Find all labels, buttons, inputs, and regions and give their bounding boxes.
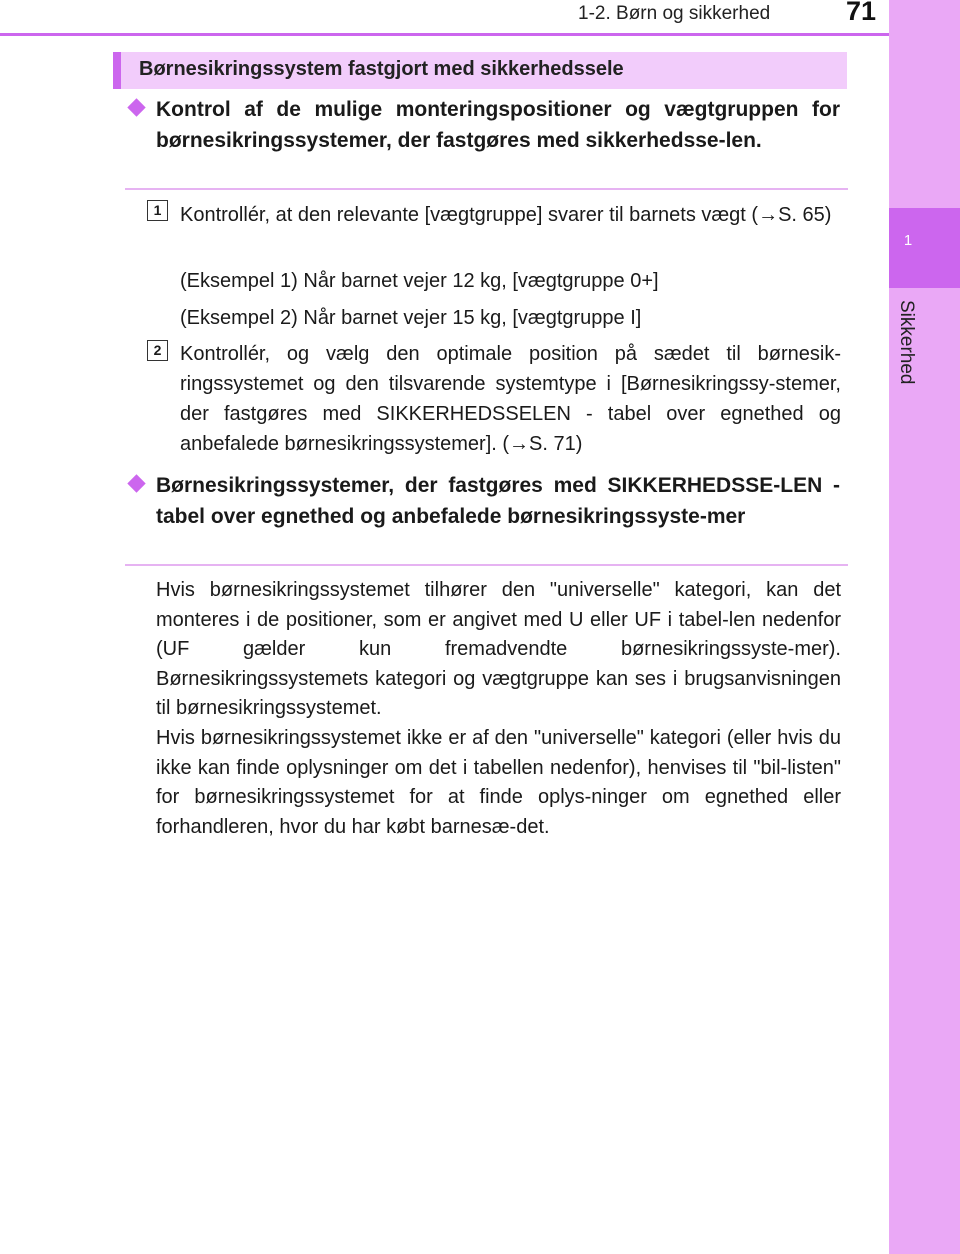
section-title-bar [113,52,847,89]
step-number-badge: 2 [147,340,168,361]
chapter-number: 1 [903,232,913,249]
diamond-bullet-icon [127,474,145,492]
header-rule [0,33,889,36]
section-title: Børnesikringssystem fastgjort med sikkerhedssele [139,58,624,80]
step-2-text: Kontrollér, og vælg den optimale position på sædet til børnesik-ringssystemet og den tilsvarende systemtype i [Børnesikringssy-stemer, der fastgøres med SIKKERHEDSSELEN - tabel over egnethed og anbefalede børnesikringssystemer]. (→S. 71) [180,343,841,455]
step-1-text: Kontrollér, at den relevante [vægtgruppe] svarer til barnets vægt (→S. 65) [180,204,832,226]
header-section-title: 1-2. Børn og sikkerhed [578,3,771,24]
subheading-rule [125,188,848,190]
subheading-monteringspositioner: Kontrol af de mulige monteringspositioner og vægtgruppen for børnesikringssystemer, der fastgøres med sikkerhedsse-len. [156,98,840,152]
body-paragraph-universal: Hvis børnesikringssystemet tilhører den "universelle" kategori, kan det monteres i de positioner, som er angivet med U eller UF i tabel-len nedenfor (UF gælder kun fremadvendte børnesikringssyste-mer). Børnesikringssystemets kategori og vægtgruppe kan ses i brugsanvisningen til børnesikringssystemet. [156,579,841,720]
chapter-label: Sikkerhed [896,300,917,385]
subheading-tabel-egnethed: Børnesikringssystemer, der fastgøres med SIKKERHEDSSE-LEN - tabel over egnethed og anbefalede børnesikringssyste-mer [156,474,840,528]
step-number-badge: 1 [147,200,168,221]
step-1-example-2: (Eksempel 2) Når barnet vejer 15 kg, [vægtgruppe I] [180,307,642,329]
page-number: 71 [846,0,877,26]
subheading-rule [125,564,848,566]
diamond-bullet-icon [127,98,145,116]
step-1-example-1: (Eksempel 1) Når barnet vejer 12 kg, [vægtgruppe 0+] [180,270,659,292]
chapter-side-tab [889,0,960,1254]
body-paragraph-non-universal: Hvis børnesikringssystemet ikke er af den "universelle" kategori (eller hvis du ikke kan finde oplysninger om det i tabellen nedenfor), henvises til "bil-listen" for børnesikringssystemet for at finde oplys-ninger om egnethed eller forhandleren, hvor du har købt barnesæ-det. [156,727,841,838]
